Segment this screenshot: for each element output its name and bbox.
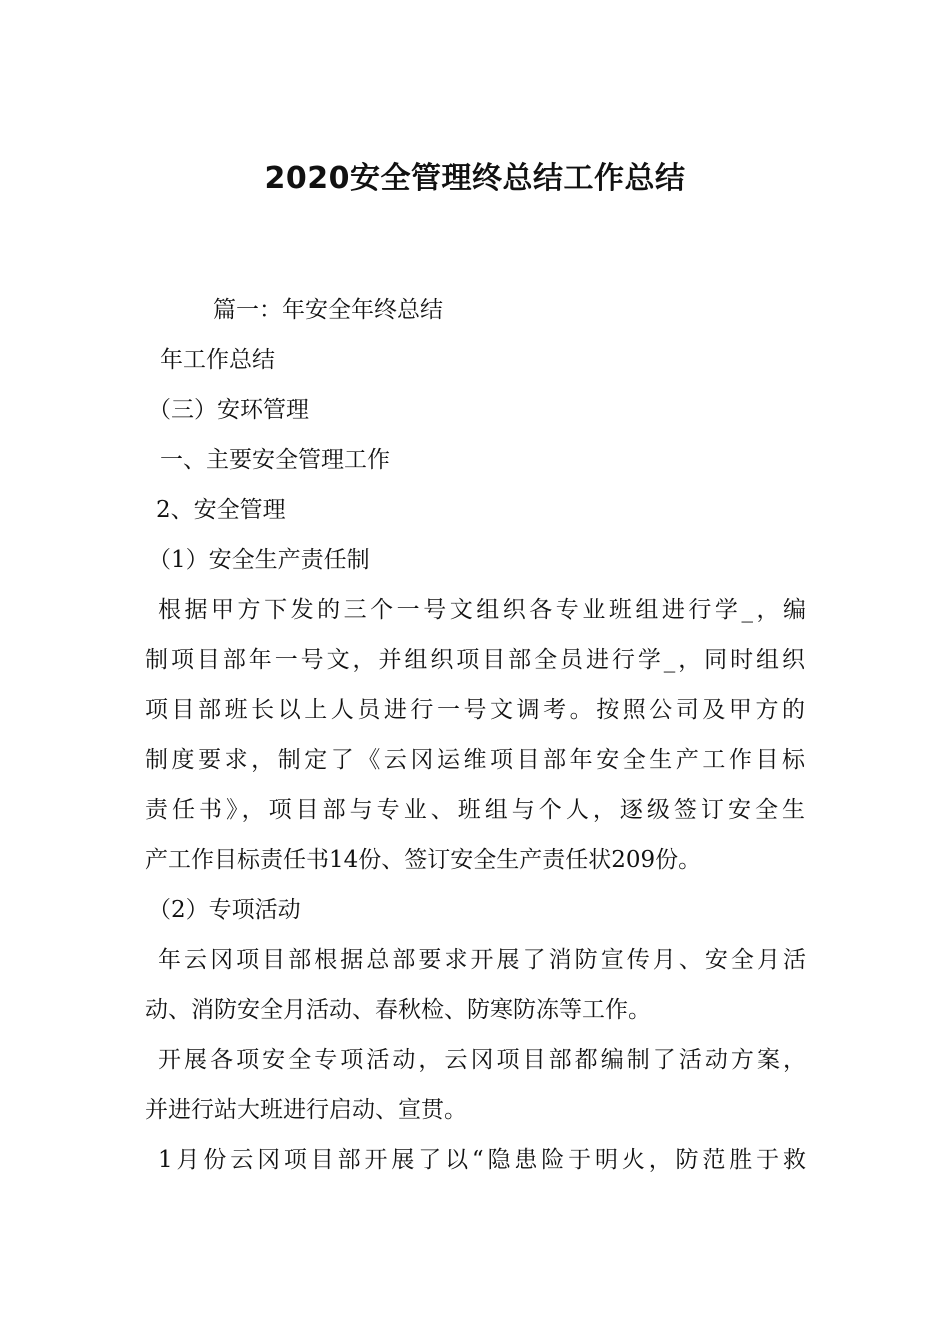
document-title: 2020安全管理终总结工作总结 [264,161,686,196]
paragraph-line: 年云冈项目部根据总部要求开展了消防宣传月、安全月活 [158,947,806,973]
text-line: （2）专项活动 [148,897,301,923]
text-line: （1）安全生产责任制 [148,547,370,573]
paragraph-line: 制度要求，制定了《云冈运维项目部年安全生产工作目标 [145,747,805,773]
paragraph-line: 产工作目标责任书14份、签订安全生产责任状209份。 [145,847,702,873]
paragraph-line: 根据甲方下发的三个一号文组织各专业班组进行学_，编 [158,597,806,623]
paragraph-line: 制项目部年一号文，并组织项目部全员进行学_，同时组织 [145,647,805,673]
text-line: 一、主要安全管理工作 [160,447,390,473]
paragraph-line: 开展各项安全专项活动，云冈项目部都编制了活动方案， [158,1047,806,1073]
section-heading: 篇一：年安全年终总结 [213,297,443,323]
text-line: 年工作总结 [160,347,275,373]
text-line: 2、安全管理 [156,497,286,523]
paragraph-line: 并进行站大班进行启动、宣贯。 [145,1097,467,1123]
paragraph-line: 项目部班长以上人员进行一号文调考。按照公司及甲方的 [145,697,805,723]
paragraph-line: 1月份云冈项目部开展了以“隐患险于明火，防范胜于救 [158,1147,806,1173]
paragraph-line: 动、消防安全月活动、春秋检、防寒防冻等工作。 [145,997,651,1023]
paragraph-line: 责任书》，项目部与专业、班组与个人，逐级签订安全生 [145,797,805,823]
text-line: （三）安环管理 [148,397,309,423]
